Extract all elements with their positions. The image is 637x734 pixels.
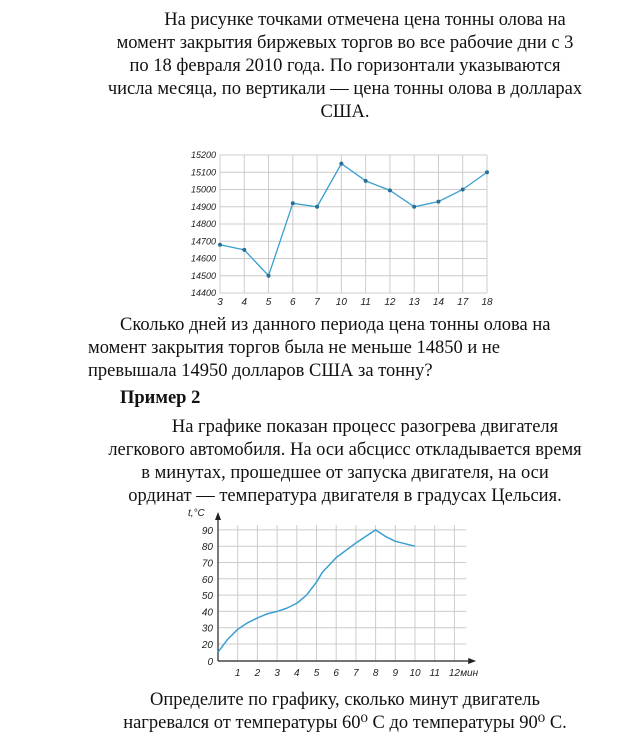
x-tick-label: 11	[360, 297, 371, 308]
paragraph-2	[80, 416, 610, 508]
y-tick-label: 14800	[190, 219, 216, 229]
data-point	[339, 162, 343, 166]
y-tick-label: 60	[201, 574, 213, 586]
example-2-heading: Пример 2	[120, 388, 201, 408]
x-tick-label: 6	[333, 668, 339, 679]
x-tick-label: 7	[314, 297, 320, 308]
x-tick-label: 5	[313, 668, 320, 679]
text-line: нагревался от температуры 60⁰ С до температуры 90⁰ С.	[123, 713, 567, 733]
x-axis-arrow-icon	[468, 658, 476, 664]
x-tick-label: 4	[241, 297, 248, 308]
y-tick-label: 40	[201, 607, 213, 619]
x-tick-label: 13	[408, 297, 420, 308]
text-line: в минутах, прошедшее от запуска двигателя, на оси	[141, 463, 549, 483]
data-point	[364, 179, 368, 183]
y-tick-label: 15100	[190, 167, 216, 178]
data-point	[218, 243, 222, 247]
x-axis-label: мин	[460, 668, 479, 679]
data-point	[267, 274, 271, 278]
text-line: по 18 февраля 2010 года. По горизонтали указываются	[129, 56, 561, 76]
y-tick-label: 15200	[190, 150, 216, 160]
x-tick-label: 12	[448, 668, 460, 679]
tin-price-chart	[0, 0, 637, 320]
x-tick-label: 8	[372, 668, 379, 679]
data-point	[412, 205, 416, 209]
x-tick-label: 6	[290, 297, 296, 308]
data-point	[461, 188, 465, 192]
y-axis-arrow-icon	[215, 512, 221, 520]
y-tick-label: 70	[201, 558, 213, 570]
x-tick-label: 17	[457, 297, 469, 308]
y-tick-label: 14900	[190, 201, 216, 212]
text-line: Определите по графику, сколько минут двигатель	[150, 690, 540, 710]
y-tick-label: 14500	[190, 270, 216, 281]
y-tick-label: 30	[201, 623, 213, 635]
x-tick-label: 4	[294, 668, 300, 679]
x-tick-label: 3	[274, 668, 280, 679]
text-line: легкового автомобиля. На оси абсцисс откладывается время	[108, 440, 582, 460]
data-point	[436, 200, 440, 204]
x-tick-label: 3	[217, 297, 223, 308]
y-tick-label: 50	[201, 591, 213, 603]
text-line: превышала 14950 долларов США за тонну?	[88, 361, 433, 381]
y-tick-label: 15000	[190, 184, 216, 195]
data-point	[315, 205, 319, 209]
text-line: момент закрытия биржевых торгов во все рабочие дни с 3	[116, 33, 574, 53]
x-tick-label: 10	[409, 668, 421, 679]
data-point	[291, 201, 295, 205]
text-line: момент закрытия торгов была не меньше 14850 и не	[88, 338, 501, 358]
text-line: На рисунке точками отмечена цена тонны олова на	[164, 10, 566, 30]
question-1	[88, 314, 608, 383]
y-tick-label: 80	[201, 542, 213, 554]
text-line: числа месяца, по вертикали — цена тонны олова в долларах	[107, 79, 583, 99]
y-axis-label: t,°C	[188, 508, 205, 519]
x-tick-label: 5	[265, 297, 272, 308]
y-tick-label: 14700	[190, 236, 216, 247]
x-tick-label: 12	[384, 297, 396, 308]
text-line: ординат — температура двигателя в градусах Цельсия.	[128, 486, 562, 506]
data-point	[388, 188, 392, 192]
text-line: На графике показан процесс разогрева двигателя	[171, 417, 559, 437]
x-tick-label: 10	[335, 297, 347, 308]
y-tick-label: 90	[201, 525, 213, 537]
x-tick-label: 2	[254, 668, 261, 679]
engine-heating-chart	[0, 500, 637, 700]
x-tick-label: 11	[429, 668, 440, 679]
x-tick-label: 18	[481, 297, 493, 308]
x-tick-label: 7	[353, 668, 359, 679]
question-2	[80, 689, 610, 734]
x-tick-label: 9	[392, 668, 399, 679]
x-tick-label: 14	[432, 297, 445, 308]
y-tick-label: 0	[207, 657, 213, 668]
data-point	[242, 248, 246, 252]
text-line: Сколько дней из данного периода цена тонны олова на	[120, 315, 551, 335]
data-point	[485, 170, 489, 174]
text-line: США.	[320, 102, 370, 122]
y-tick-label: 20	[201, 640, 213, 651]
x-tick-label: 1	[234, 668, 241, 679]
y-tick-label: 14600	[190, 253, 216, 264]
y-tick-label: 14400	[190, 288, 216, 298]
